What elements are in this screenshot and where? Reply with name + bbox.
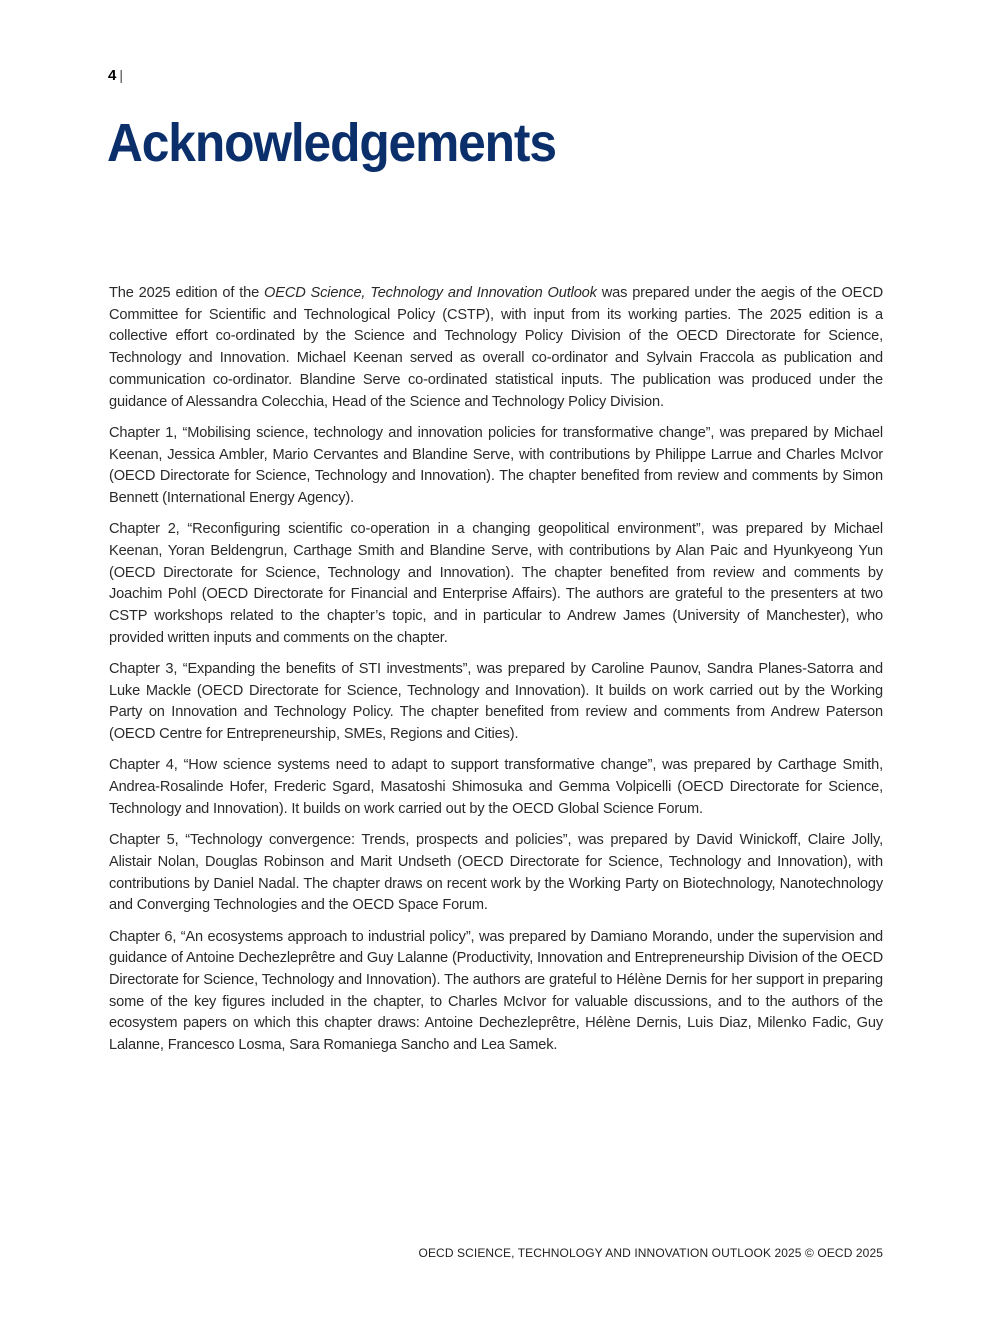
intro-paragraph — [109, 283, 883, 413]
page-footer: OECD SCIENCE, TECHNOLOGY AND INNOVATION OUTLOOK 2025 © OECD 2025 — [418, 1246, 883, 1260]
page-number-header — [108, 67, 123, 84]
chapter-6-paragraph: Chapter 6, “An ecosystems approach to industrial policy”, was prepared by Damiano Morando, under the supervision and guidance of Antoine Dechezleprêtre and Guy Lalanne (Productivity, Innovation and Entrepreneurship Division of the OECD Directorate for Science, Technology and Innovation). The authors are grateful to Hélène Dernis for her support in preparing some of the key figures included in the chapter, to Charles McIvor for valuable discussions, and to the authors of the ecosystem papers on which this chapter draws: Antoine Dechezleprêtre, Hélène Dernis, Luis Diaz, Milenko Fadic, Guy Lalanne, Francesco Losma, Sara Romaniega Sancho and Lea Samek. — [109, 928, 883, 1054]
chapter-5-paragraph: Chapter 5, “Technology convergence: Trends, prospects and policies”, was prepared by David Winickoff, Claire Jolly, Alistair Nolan, Douglas Robinson and Marit Undseth (OECD Directorate for Science, Technology and Innovation), with contributions by Daniel Nadal. The chapter draws on recent work by the Working Party on Biotechnology, Nanotechnology and Converging Technologies and the OECD Space Forum. — [109, 832, 883, 914]
chapter-4-paragraph: Chapter 4, “How science systems need to adapt to support transformative change”, was prepared by Carthage Smith, Andrea-Rosalinde Hofer, Frederic Sgard, Masatoshi Shimosuka and Gemma Volpicelli (OECD Directorate for Science, Technology and Innovation). It builds on work carried out by the OECD Global Science Forum. — [109, 757, 883, 817]
chapter-1-paragraph: Chapter 1, “Mobilising science, technology and innovation policies for transformative change”, was prepared by Michael Keenan, Jessica Ambler, Mario Cervantes and Blandine Serve, with contributions by Philippe Larrue and Charles McIvor (OECD Directorate for Science, Technology and Innovation). The chapter benefited from review and comments by Simon Bennett (International Energy Agency). — [109, 424, 883, 506]
page-title: Acknowledgements — [107, 113, 556, 173]
page-number: 4 — [108, 67, 117, 84]
page-number-separator: | — [119, 67, 123, 83]
chapter-3-paragraph: Chapter 3, “Expanding the benefits of STI investments”, was prepared by Caroline Paunov, Sandra Planes-Satorra and Luke Mackle (OECD Directorate for Science, Technology and Innovation). It builds on work carried out by the Working Party on Innovation and Technology Policy. The chapter benefited from review and comments from Andrew Paterson (OECD Centre for Entrepreneurship, SMEs, Regions and Cities). — [109, 661, 883, 743]
intro-text-end: was prepared under the aegis of the OECD Committee for Scientific and Technological Policy (CSTP), with input from its working parties. The 2025 edition is a collective effort co-ordinated by the Science and Technology Policy Division of the OECD Directorate for Science, Technology and Innovation. Michael Keenan served as overall co-ordinator and Sylvain Fraccola as publication and communication co-ordinator. Blandine Serve co-ordinated statistical inputs. The publication was produced under the guidance of Alessandra Colecchia, Head of the Science and Technology Policy Division. — [109, 285, 884, 410]
publication-title-italic: OECD Science, Technology and Innovation Outlook — [264, 285, 597, 301]
chapter-2-paragraph: Chapter 2, “Reconfiguring scientific co-operation in a changing geopolitical environment”, was prepared by Michael Keenan, Yoran Beldengrun, Carthage Smith and Blandine Serve, with contributions by Alan Paic and Hyunkyeong Yun (OECD Directorate for Science, Technology and Innovation). The chapter benefited from review and comments by Joachim Pohl (OECD Directorate for Financial and Enterprise Affairs). The authors are grateful to the presenters at two CSTP workshops related to the chapter’s topic, and in particular to Andrew James (University of Manchester), who provided written inputs and comments on the chapter. — [109, 521, 883, 646]
acknowledgements-body — [109, 283, 883, 1066]
intro-text-start: The 2025 edition of the — [109, 285, 265, 301]
